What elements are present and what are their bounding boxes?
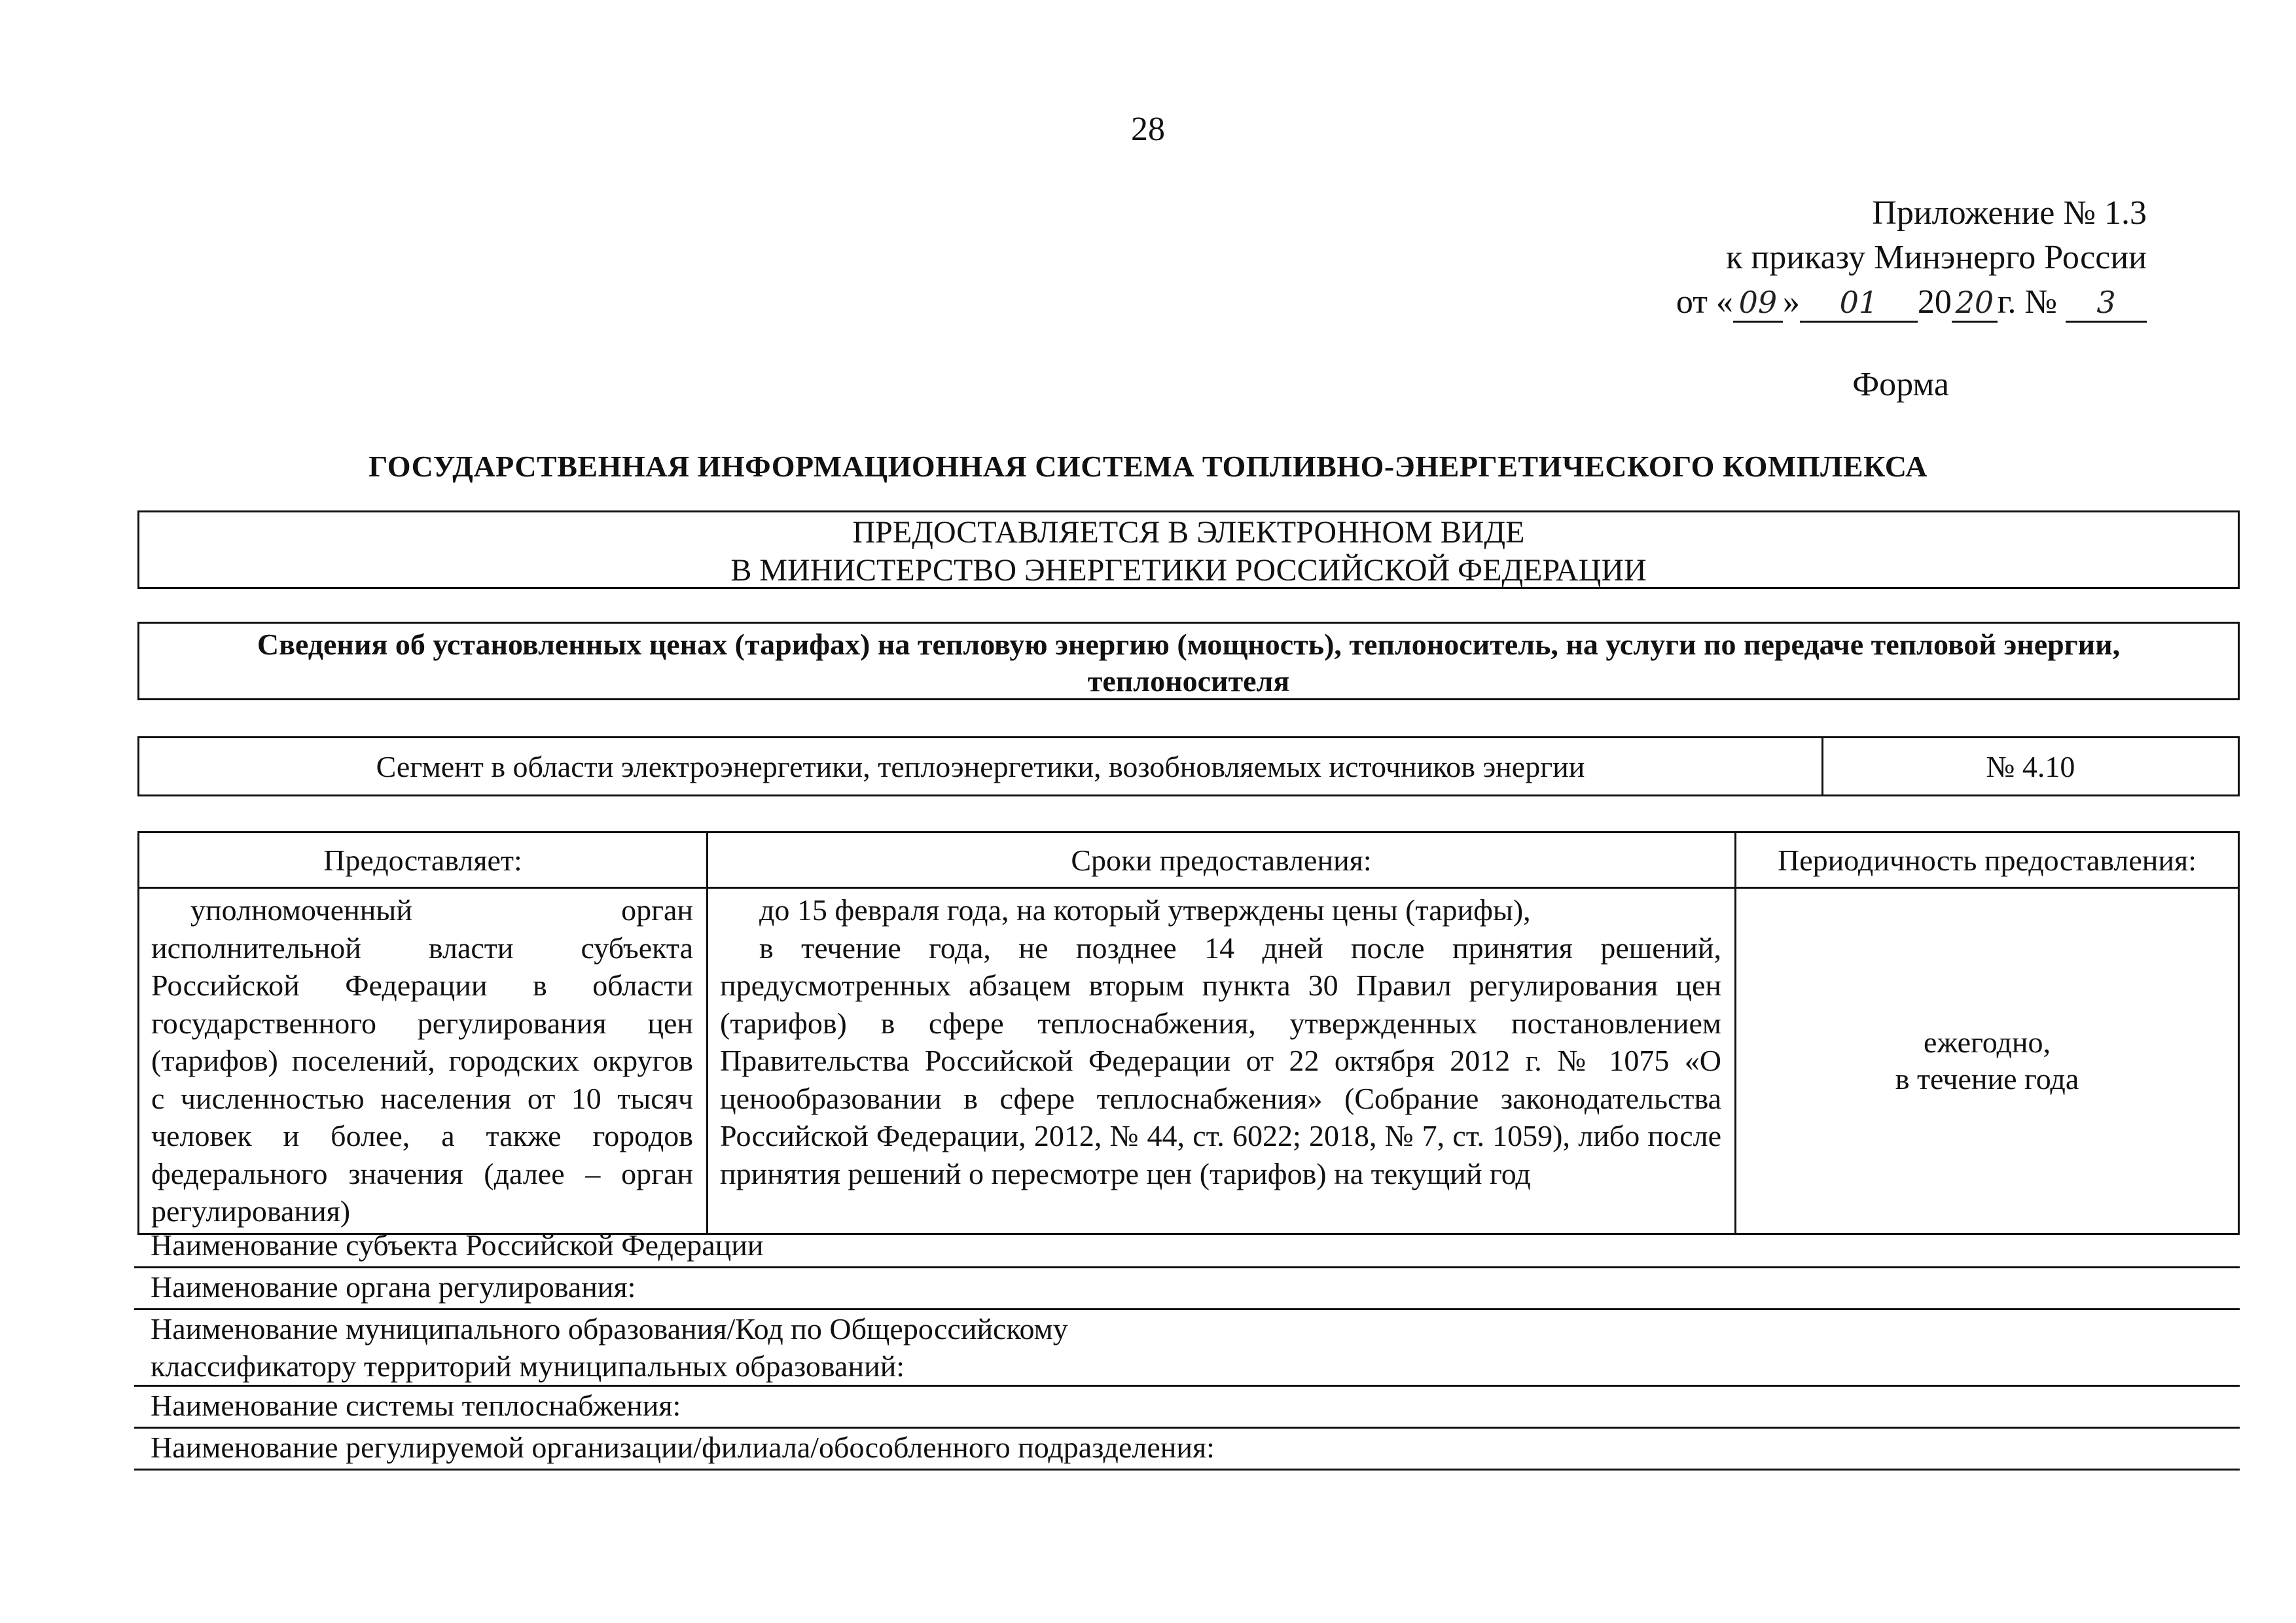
annex-date-number: [1492, 280, 2147, 325]
municipality-line-2: классификатору территорий муниципальных образований:: [151, 1349, 905, 1383]
segment-box: [137, 736, 2240, 796]
submission-info-table: [137, 831, 2240, 1235]
annex-year-prefix: 20: [1917, 283, 1952, 321]
field-subject-name[interactable]: Наименование субъекта Российской Федерации: [134, 1226, 2240, 1268]
handwritten-year: 20: [1952, 284, 1998, 323]
handwritten-number: 3: [2066, 284, 2147, 323]
subject-box: [137, 622, 2240, 700]
field-heat-system[interactable]: Наименование системы теплоснабжения:: [134, 1387, 2240, 1429]
period-line-2: в течение года: [1895, 1061, 2079, 1096]
deadline-text: [708, 889, 1734, 1195]
submission-line-2: В МИНИСТЕРСТВО ЭНЕРГЕТИКИ РОССИЙСКОЙ ФЕДЕРАЦИИ: [730, 553, 1647, 588]
subject-line-2: теплоносителя: [1087, 664, 1290, 698]
deadline-paragraph-2: в течение года, не позднее 14 дней после принятия решений, предусмотренных абзацем вторым пункта 30 Правил регулирования цен (тарифов) в сфере теплоснабжения, утвержденных постановлением Правительства Российской Федерации от 22 октября 2012 г. № 1075 «О ценообразовании в сфере теплоснабжения» (Собрание законодательства Российской Федерации, 2012, № 44, ст. 6022; 2018, № 7, ст. 1059), либо после принятия решений о пересмотре цен (тарифов) на текущий год: [720, 931, 1721, 1190]
handwritten-month: 01: [1800, 284, 1918, 323]
annex-from-label: от «: [1676, 283, 1733, 321]
handwritten-day: 09: [1733, 284, 1783, 323]
system-title: ГОСУДАРСТВЕННАЯ ИНФОРМАЦИОННАЯ СИСТЕМА ТОПЛИВНО-ЭНЕРГЕТИЧЕСКОГО КОМПЛЕКСА: [368, 450, 1928, 483]
cell-provider: [139, 888, 708, 1234]
provider-text: уполномоченный орган исполнительной власти субъекта Российской Федерации в области государственного регулирования цен (тарифов) поселений, городских округов с численностью населения от 10 тысяч человек и более, а также городов федерального значения (далее – орган регулирования): [151, 893, 693, 1228]
form-label: Форма: [1852, 366, 1949, 403]
table-header-row: [139, 832, 2239, 888]
header-provider: Предоставляет:: [139, 832, 708, 888]
municipality-line-1: Наименование муниципального образования/Код по Общероссийскому: [151, 1312, 1068, 1346]
period-line-1: ежегодно,: [1924, 1025, 2051, 1059]
header-deadline: Сроки предоставления:: [708, 832, 1736, 888]
cell-periodicity: [1736, 888, 2239, 1234]
cell-deadline: [708, 888, 1736, 1234]
submission-box: [137, 510, 2240, 589]
deadline-paragraph-1: до 15 февраля года, на который утверждены цены (тарифы),: [759, 893, 1531, 927]
annex-number-label: г. №: [1997, 283, 2057, 321]
subject-line-1: Сведения об установленных ценах (тарифах) на тепловую энергию (мощность), теплоноситель, на услуги по передаче тепловой энергии,: [257, 628, 2121, 661]
field-municipality[interactable]: [134, 1310, 2240, 1387]
field-regulator-name[interactable]: Наименование органа регулирования:: [134, 1268, 2240, 1310]
field-organization[interactable]: Наименование регулируемой организации/филиала/обособленного подразделения:: [134, 1429, 2240, 1471]
annex-block: [1492, 191, 2147, 325]
annex-title: Приложение № 1.3: [1872, 194, 2147, 232]
table-row: [139, 888, 2239, 1234]
page-number: 28: [1131, 111, 1165, 148]
info-fields: [134, 1226, 2240, 1471]
segment-code: № 4.10: [1986, 749, 2075, 783]
header-periodicity: Периодичность предоставления:: [1736, 832, 2239, 888]
annex-quote-close: »: [1782, 283, 1800, 321]
submission-line-1: ПРЕДОСТАВЛЯЕТСЯ В ЭЛЕКТРОННОМ ВИДЕ: [852, 515, 1525, 550]
annex-order: к приказу Минэнерго России: [1726, 239, 2147, 276]
segment-text: Сегмент в области электроэнергетики, теплоэнергетики, возобновляемых источников энергии: [139, 738, 1823, 794]
